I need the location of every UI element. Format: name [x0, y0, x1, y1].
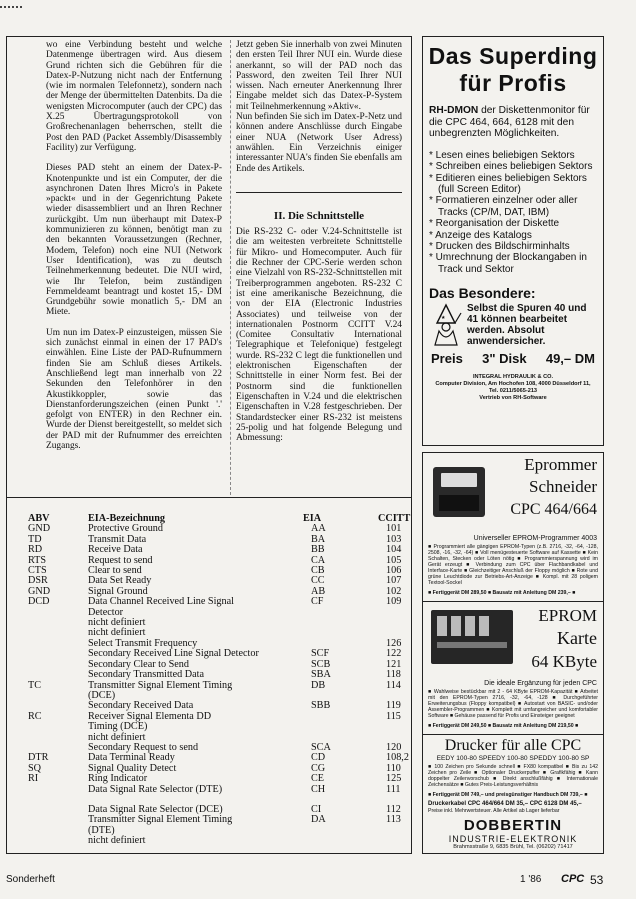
cell-abv: SQ [28, 762, 42, 774]
cell-eia: AA [311, 523, 326, 535]
table-row [28, 712, 410, 722]
column-header-eia: EIA [303, 513, 322, 524]
cell-abv: DSR [28, 575, 48, 587]
eprom-tagline: Die ideale Ergänzung für jeden CPC [484, 680, 597, 687]
cell-ccitt: 108,2 [386, 752, 409, 764]
feature-text: Drucken des Bildschirminhalts [435, 241, 570, 253]
eprommer-subtitle: Universeller EPROM-Programmer 4003 [473, 535, 597, 542]
wizard-illustration-icon [429, 303, 463, 347]
cell-eia-name: Transmitter Signal Element Timing [88, 814, 233, 826]
cell-eia: SBB [311, 700, 331, 712]
paragraph: wo eine Verbindung besteht und welche Datenmenge übertragen wird. Aus diesem Grund richten sich die Gebühren für die Datex-P-Nutzung nicht nach der Entfernung (wie im normalen Telefonnetz), sondern nach der Menge der übermittelten Datenbits. Da die wenigsten Microcomputer (auch der CPC) das X.25 Übertragungsprotokoll von Großrechenanlagen beherrschen, stellt die Post den PAD (Packet Assembly/Disassembly Facility) zur Verfügung. [46, 40, 222, 153]
feature-item [429, 150, 597, 161]
feature-item [429, 230, 597, 241]
cell-eia-name: Signal Quality Detect [88, 762, 177, 774]
eprommer-title: CPC 464/664 [510, 501, 597, 518]
eprom-karte-header [423, 602, 603, 680]
ad-rh-dmon [422, 36, 604, 446]
cell-eia [303, 618, 378, 628]
table-row [28, 628, 410, 638]
bullet-icon: * [429, 218, 436, 230]
table-row [28, 743, 410, 753]
cell-abv: RI [28, 773, 39, 785]
cell-abv [28, 836, 88, 846]
cell-eia: SCF [311, 648, 330, 660]
section-rule [423, 734, 603, 735]
cell-eia-name: Secondary Transmitted Data [88, 669, 205, 681]
cell-abv [28, 660, 88, 670]
cell-eia-name: Detector [88, 606, 124, 618]
bullet-icon: * [429, 195, 436, 207]
article-column-1 [46, 40, 222, 461]
table-row [28, 660, 410, 670]
table-row [28, 691, 410, 701]
cell-eia: CH [311, 783, 326, 795]
cell-eia: SCB [311, 658, 331, 670]
cell-ccitt: 111 [386, 783, 401, 795]
cell-abv [28, 608, 88, 618]
column-header-ccitt: CCITT [378, 513, 411, 524]
cell-eia-name: Signal Ground [88, 585, 148, 597]
cell-ccitt: 120 [386, 741, 402, 753]
cell-eia [303, 826, 378, 836]
section-heading: II. Die Schnittstelle [273, 209, 365, 222]
cell-ccitt [378, 722, 410, 732]
cell-ccitt [378, 608, 410, 618]
cell-eia [303, 722, 378, 732]
ad-intro [423, 105, 603, 140]
cell-eia-name: Request to send [88, 554, 153, 566]
eprommer-title: Schneider [529, 477, 597, 496]
cell-eia-name: nicht definiert [88, 617, 146, 629]
cell-eia: CC [311, 575, 325, 587]
svg-text:★: ★ [441, 315, 446, 322]
table-row [28, 618, 410, 628]
cell-eia-name: Receive Data [88, 544, 143, 556]
price-label: Preis [431, 351, 463, 367]
bullet-icon: * [429, 172, 436, 184]
cell-ccitt: 105 [386, 554, 402, 566]
cell-ccitt: 107 [386, 575, 402, 587]
cell-abv: GND [28, 523, 51, 535]
cell-ccitt: 104 [386, 544, 402, 556]
cell-abv [28, 649, 88, 659]
dobbertin-address: Brahmsstraße 9, 6835 Brühl, Tel. (06202) 71417 [453, 844, 573, 850]
cell-eia: DB [311, 679, 326, 691]
druckerkabel-note: Preise inkl. Mehrwertsteuer. Alle Artikel ab Lager lieferbar [428, 808, 560, 814]
table-row [28, 815, 410, 825]
bullet-icon: * [429, 241, 436, 253]
cell-ccitt: 114 [386, 679, 401, 691]
cell-abv [28, 733, 88, 743]
cell-eia-name: nicht definiert [88, 731, 146, 743]
cell-eia [303, 628, 378, 638]
cell-eia [303, 836, 378, 846]
table-row [28, 681, 410, 691]
dobbertin-subline: INDUSTRIE-ELEKTRONIK [448, 834, 578, 844]
cell-abv [28, 670, 88, 680]
heading-rule [236, 192, 402, 193]
cell-ccitt [378, 836, 410, 846]
cell-abv: RC [28, 710, 42, 722]
company-vertrieb: Vertrieb von RH-Software [479, 395, 547, 402]
druckerkabel: Druckerkabel CPC 464/664 DM 35,– CPC 6128 DM 45,– [428, 801, 582, 807]
company-name: INTEGRAL HYDRAULIK & CO. [472, 374, 554, 381]
cell-abv [28, 691, 88, 701]
footer-magazine-logo: CPC [561, 873, 585, 885]
cell-eia: DA [311, 814, 326, 826]
cell-abv: CTS [28, 565, 47, 577]
rs232-signal-table [28, 514, 410, 847]
cell-eia: SCA [311, 741, 331, 753]
drucker-title: Drucker für alle CPC [444, 737, 582, 754]
cell-eia: CD [311, 752, 326, 764]
eprom-card-image [431, 610, 513, 664]
table-header-row [28, 514, 410, 524]
table-row [28, 722, 410, 732]
company-block [423, 374, 603, 402]
cell-eia-name: Protective Ground [88, 523, 163, 535]
column-header-abv: ABV [28, 513, 50, 524]
table-row [28, 753, 410, 763]
bullet-icon: * [429, 252, 436, 264]
cell-abv [28, 815, 88, 825]
cell-eia: CG [311, 762, 326, 774]
cell-eia-name: Secondary Received Data [88, 700, 194, 712]
besonderes-title: Das Besondere: [429, 285, 536, 302]
paragraph: Dieses PAD steht an einem der Datex-P-Knotenpunkte und ist ein Computer, der die asynchronen Daten Ihres Micro's in Pakete »packt« und in der Gegenrichtung Pakete wieder disassembliert und an Ihren Rechner zurückgibt. Um nun überhaupt mit Datex-P kommunizieren zu können, benötigt man zu den bekannten Voraussetzungen (Rechner, Modem, Telefon) noch eine NUI (Network User Identification), was zu deutsch Teilnehmerkennung bedeutet. Die NUI wird, wie Ihr Telefon, beim zuständigen Fernmeldeamt beantragt und kostet 15,- DM Grundgebühr sowie monatlich 5,- DM an Miete. [46, 163, 222, 318]
feature-item [429, 252, 597, 275]
cell-eia-name: Data Set Ready [88, 575, 152, 587]
cell-eia: CE [311, 773, 325, 785]
table-row [28, 576, 410, 586]
feature-item [429, 218, 597, 229]
table-row [28, 836, 410, 846]
price-row [423, 351, 603, 366]
feature-item [429, 173, 597, 196]
table-row [28, 826, 410, 836]
paragraph: Nun befinden Sie sich im Datex-P-Netz und können andere Anschlüsse durch Eingabe einer NUA (Network User Adress) anwählen. Ein Verzeichnis einiger interessanter NUA's finden Sie ebenfalls am Ende des Artikels. [236, 112, 402, 174]
eprom-title: 64 KByte [531, 652, 597, 671]
cell-ccitt: 126 [386, 637, 402, 649]
cell-eia-name: Transmit Data [88, 533, 147, 545]
cell-eia-name: Transmitter Signal Element Timing [88, 679, 233, 691]
cell-eia-name: (DCE) [88, 689, 116, 701]
cell-ccitt: 110 [386, 762, 401, 774]
feature-text: Editieren eines beliebigen Sektors (full Screen Editor) [435, 172, 587, 195]
cell-eia [303, 608, 378, 618]
cell-ccitt: 121 [386, 658, 402, 670]
table-row [28, 524, 410, 534]
eprom-title: Karte [557, 628, 597, 648]
cell-abv [28, 639, 88, 649]
cell-abv: TD [28, 533, 42, 545]
besonderes-text: Selbst die Spuren 40 und 41 können bearbeitet werden. Absolut anwendersicher. [467, 303, 587, 348]
column-divider [230, 40, 231, 495]
cell-abv: RTS [28, 554, 47, 566]
cell-abv [28, 805, 88, 815]
cell-abv: RD [28, 544, 43, 556]
dobbertin-logo: DOBBERTIN [463, 817, 563, 834]
cell-ccitt: 106 [386, 565, 402, 577]
table-row [28, 535, 410, 545]
feature-text: Reorganisation der Diskette [435, 218, 560, 230]
bullet-icon: * [429, 149, 436, 161]
cell-abv [28, 722, 88, 732]
cell-ccitt: 125 [386, 773, 402, 785]
cell-ccitt: 122 [386, 648, 402, 660]
cell-abv: DCD [28, 596, 50, 608]
intro-text: der Diskettenmonitor für die CPC 464, 664, 6128 mit den unbegrenzten Möglichkeiten. [429, 105, 590, 140]
feature-text: Schreiben eines beliebigen Sektors [435, 161, 593, 173]
eprommer-device-image [433, 467, 485, 517]
table-row [28, 785, 410, 795]
column-header-eia-name: EIA-Bezeichnung [88, 513, 165, 524]
feature-text: Formatieren einzelner oder aller Tracks (CP/M, DAT, IBM) [435, 195, 578, 218]
cell-ccitt: 102 [386, 585, 402, 597]
feature-list [423, 150, 603, 275]
paragraph: Um nun im Datex-P einzusteigen, müssen Sie sich zunächst einmal in einen der 17 PAD's einwählen. Eine Liste der PAD-Rufnummern finden Sie am Schluß dieses Artikels. Anschließend legt man innerhalb von 22 Sekunden den Telefonhörer in den Akustikkoppler, sowie das Dienstanforderungszeichen (einen Punkt '.' gefolgt von ENTER) in den Rechner ein. Wurde der Dienst bereitgestellt, so meldet sich der PAD mit der Rufnummer des erreichten Zugangs. [46, 327, 222, 451]
cell-ccitt [378, 826, 410, 836]
cell-eia [303, 712, 378, 722]
feature-item [429, 241, 597, 252]
cell-abv: DTR [28, 752, 49, 764]
ad-dobbertin [422, 452, 604, 854]
price-disk: 3" Disk [482, 351, 527, 367]
cell-eia: CF [311, 596, 324, 608]
cell-abv: GND [28, 585, 51, 597]
cell-eia: BA [311, 533, 326, 545]
article-column-2 [236, 40, 402, 453]
bullet-icon: * [429, 161, 436, 173]
cell-ccitt: 109 [386, 596, 402, 608]
footer-issue: 1 '86 [520, 874, 542, 885]
eprommer-price: ■ Fertiggerät DM 289,50 ■ Bausatz mit Anleitung DM 239,– ■ [428, 590, 576, 596]
feature-text: Lesen eines beliebigen Sektors [435, 149, 575, 161]
company-address: Computer Division, Am Hochofen 108, 4000 Düsseldorf 11, [435, 381, 591, 388]
table-row [28, 597, 410, 607]
table-row [28, 545, 410, 555]
cell-eia: SBA [311, 669, 331, 681]
cell-eia-name: Receiver Signal Elementa DD [88, 710, 212, 722]
price-value: 49,– DM [545, 351, 595, 367]
drucker-description: ■ 100 Zeichen pro Sekunde schnell ■ FX80 kompatibel ■ Bis zu 142 Zeichen pro Zeile ■ Optionaler Druckerpuffer ■ Grafikfähig ■ Kann doppelter Zeilenvorschub ■ Direkt anschlußfähig ■ Internationale Zeichensätze ■ Gutes Preis-Leistungsverhältnis [428, 764, 598, 788]
cell-ccitt: 112 [386, 803, 401, 815]
eprom-price: ■ Fertiggerät DM 249,50 ■ Bausatz mit Anleitung DM 219,50 ■ [428, 723, 579, 729]
feature-text: Umrechnung der Blockangaben in Track und Sektor [435, 252, 587, 275]
cell-eia: CB [311, 565, 325, 577]
cell-ccitt: 103 [386, 533, 402, 545]
cell-abv [28, 618, 88, 628]
cell-eia-name: Data Signal Rate Selector (DCE) [88, 803, 223, 815]
cell-abv: TC [28, 679, 42, 691]
cell-ccitt: 113 [386, 814, 401, 826]
cell-ccitt: 115 [386, 710, 401, 722]
cell-abv [28, 826, 88, 836]
cell-ccitt: 119 [386, 700, 401, 712]
ad-title: für Profis [459, 70, 567, 96]
cell-eia-name: (DTE) [88, 824, 115, 836]
table-row [28, 556, 410, 566]
table-row [28, 774, 410, 784]
page-number: 53 [590, 873, 604, 887]
cell-eia-name: Select Transmit Frequency [88, 637, 198, 649]
eprommer-header [423, 453, 603, 535]
footer-left: Sonderheft [6, 874, 55, 885]
eprommer-description: ■ Programmiert alle gängigen EPROM-Typen (z.B. 2716, -32, -64, -128, 2508, -16, -32, -64) ■ Voll menügesteuerte Software auf Kassette ■ Kein Schalten, Stecken oder Löten nötig ■ Programmierspannung wird im Gerät erzeugt ■ Verbindung zum CPC über Flachbandkabel und Interface-Karte ■ Gleichzeitiger Anschluß der Floppy möglich ■ Rote und grüne Leuchtdiode zur Betriebs-Art-Anzeige ■ Kompl. mit 28 poligem Textool-Sockel [428, 544, 598, 586]
cell-eia-name: nicht definiert [88, 835, 146, 847]
paragraph: Jetzt geben Sie innerhalb von zwei Minuten den ersten Teil Ihrer NUI ein. Wurde diese anerkannt, so will der PAD noch das Password, den zweiten Teil Ihrer NUI wissen. Nach erneuter Anerkennung Ihrer Eingabe meldet sich das Datex-P-System mit Teilnehmerkennung »Aktiv«. [236, 40, 402, 112]
ad-title: Das Superding [428, 43, 598, 69]
cell-ccitt [378, 618, 410, 628]
corner-dots-decoration [0, 6, 22, 12]
cell-eia: CI [311, 803, 322, 815]
drucker-price: ■ Fertiggerät DM 749,– und preisgünstiger Handbuch DM 739,– ■ [428, 792, 588, 798]
drucker-models: EEDY 100-80 SPEEDY 100-80 SPEDDY 100-80 SP [436, 755, 590, 762]
cell-eia-name: Timing (DCE) [88, 721, 148, 733]
cell-ccitt: 101 [386, 523, 402, 535]
cell-eia-name: Data Terminal Ready [88, 752, 175, 764]
cell-eia-name: Secondary Request to send [88, 741, 199, 753]
feature-item [429, 161, 597, 172]
cell-eia-name: Secondary Received Line Signal Detector [88, 648, 259, 660]
table-row [28, 670, 410, 680]
company-phone: Tel. 0211/5065-213 [488, 388, 538, 395]
cell-eia-name: Secondary Clear to Send [88, 658, 189, 670]
cell-abv [28, 628, 88, 638]
eprom-description: ■ Wahlweise bestückbar mit 2 - 64 KByte EPROM-Kapazität ■ Arbeitet mit den EPROM-Typen 2716, -32, -64, -128 ■ Durchgeführter Erweiterungsbus (Floppy kompatibel) ■ Autostart von BASIC- und/oder Assembler-Programmen ■ Komplett mit umfangreicher und komfortabler Software ■ Gehäuse passend für Profis und Einsteiger geeignet [428, 689, 598, 719]
cell-eia: AB [311, 585, 326, 597]
cell-eia-name: Ring Indicator [88, 773, 148, 785]
cell-ccitt: 118 [386, 669, 401, 681]
table-row [28, 566, 410, 576]
cell-abv [28, 795, 88, 805]
table-row [28, 764, 410, 774]
feature-item [429, 195, 597, 218]
cell-eia-name: nicht definiert [88, 627, 146, 639]
table-row [28, 649, 410, 659]
table-row [28, 701, 410, 711]
cell-eia: CA [311, 554, 326, 566]
eprom-title: EPROM [538, 606, 597, 625]
bullet-icon: * [429, 229, 436, 241]
paragraph: Die RS-232 C- oder V.24-Schnittstelle ist die am weitesten verbreitete Schnittstelle für Mikro- und Homecomputer. Auch für die Rechner der CPC-Serie werden schon eine Vielzahl von RS-232-Schnittstellen mit Treiberprogrammen angeboten. RS-232 C ist eine amerikanische Bezeichnung, die von der EIA (Electronic Industries Associates) und teilweise von der internationalen Postnorm CCITT V.24 (Comitee Consultativ International Telegraphique et Telefonique) festgelegt wurde. RS-232 C legt die funktionellen und elektronischen Eigenschaften der Schnittstelle in einer Norm fest. Bei der Postnorm sind die funktionellen Eigenschaften in V.24 und die elektrischen Eigenschaften in V.28 festgeschrieben. Der Standardstecker einer RS-232 ist meistens 25-polig und hat folgende Belegung und Abmessung: [236, 227, 402, 444]
eprommer-title: Eprommer [524, 455, 597, 474]
cell-eia-name: Clear to send [88, 565, 142, 577]
table-row [28, 608, 410, 618]
table-row [28, 733, 410, 743]
brand-name: RH-DMON [429, 105, 479, 116]
besonderes-block [423, 303, 603, 349]
feature-text: Anzeige des Katalogs [435, 229, 532, 241]
cell-abv [28, 785, 88, 795]
cell-eia-name: Data Signal Rate Selector (DTE) [88, 783, 223, 795]
cell-eia-name: Data Channel Received Line Signal [88, 596, 234, 608]
cell-eia: BB [311, 544, 325, 556]
